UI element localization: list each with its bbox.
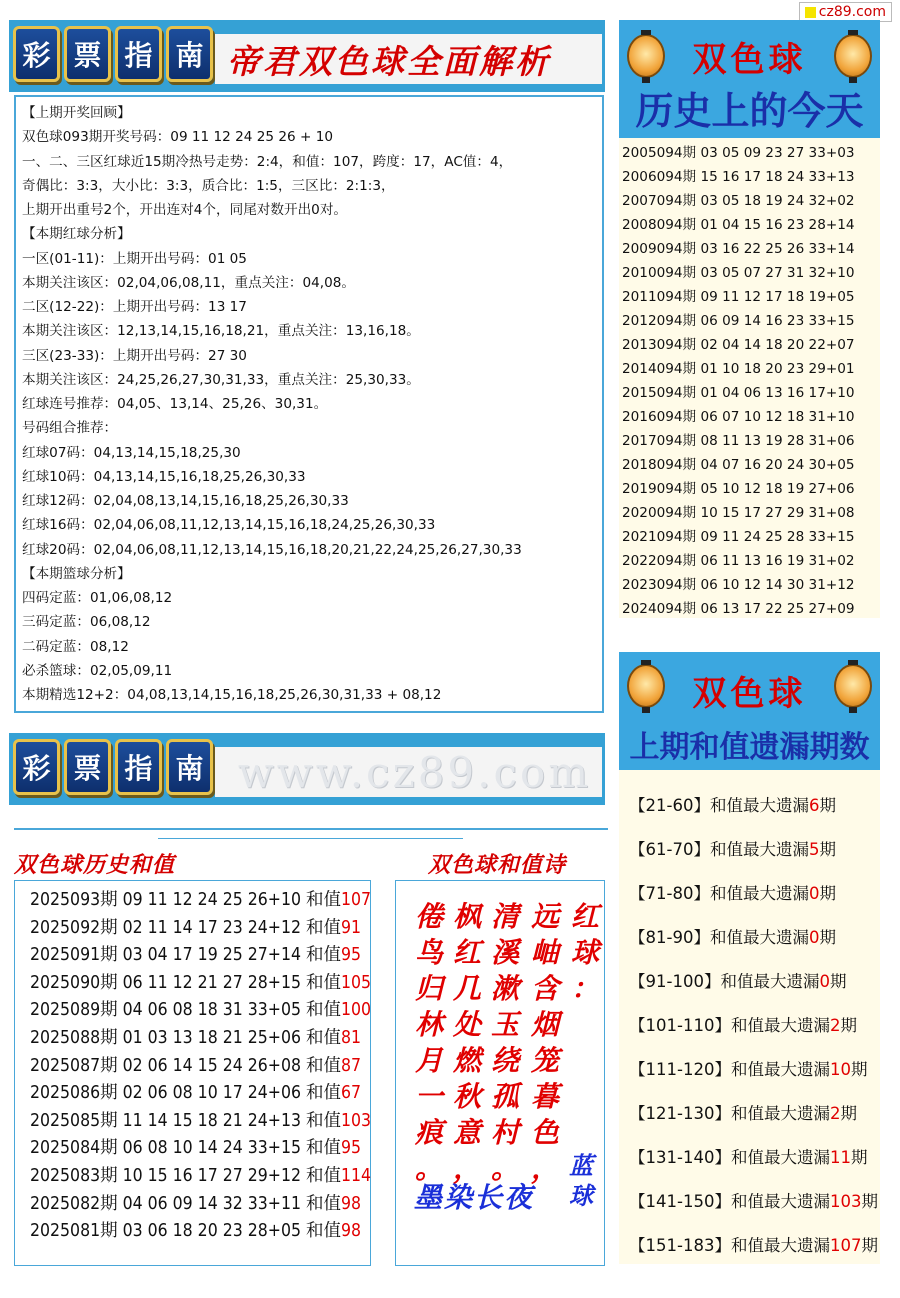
- omission-text: 和值最大遗漏: [720, 972, 820, 991]
- history-row: 2021094期 09 11 24 25 28 33+15: [622, 529, 855, 545]
- analysis-line: 二区(12-22)：上期开出号码：13 17: [22, 299, 247, 315]
- history-row: 2024094期 06 13 17 22 25 27+09: [622, 601, 855, 617]
- site-tag[interactable]: cz89.com: [799, 2, 892, 22]
- omission-text: 和值最大遗漏: [709, 840, 809, 859]
- history-row: 2019094期 05 10 12 18 19 27+06: [622, 481, 855, 497]
- analysis-line: 双色球093期开奖号码：09 11 12 24 25 26 + 10: [22, 129, 334, 146]
- omission-row: [629, 872, 880, 916]
- sum-value: 95: [341, 1138, 362, 1159]
- history-today-panel: [619, 20, 880, 618]
- sum-history-row: [30, 1053, 370, 1081]
- poem-column: 倦 鸟 归 林 月 一 痕 。: [414, 900, 443, 1185]
- sum-value: 87: [341, 1055, 362, 1076]
- omission-unit: 期: [829, 972, 847, 991]
- omission-list: [619, 770, 880, 1268]
- omission-value: 5: [808, 840, 820, 859]
- sum-value: 98: [341, 1221, 362, 1242]
- omission-row: [629, 960, 880, 1004]
- sum-draw: 2025083期 10 15 16 17 27 29+12 和值: [30, 1165, 341, 1186]
- sum-draw: 2025085期 11 14 15 18 21 24+13 和值: [30, 1110, 341, 1131]
- omission-range: 【151-183】: [629, 1236, 731, 1255]
- sum-draw: 2025088期 01 03 13 18 21 25+06 和值: [30, 1027, 341, 1048]
- analysis-line: 必杀篮球：02,05,09,11: [22, 662, 173, 679]
- history-row: 2013094期 02 04 14 18 20 22+07: [622, 337, 855, 353]
- poem-blue-line: 墨染长夜: [414, 1181, 535, 1214]
- analysis-line: 三区(23-33)：上期开出号码：27 30: [22, 347, 247, 364]
- sum-history-row: [30, 1080, 370, 1108]
- omission-text: 和值最大遗漏: [709, 884, 809, 903]
- chip-piao: 票: [64, 739, 111, 795]
- omission-unit: 期: [861, 1236, 878, 1255]
- omission-text: 和值最大遗漏: [730, 1060, 830, 1079]
- history-row: 2017094期 08 11 13 19 28 31+06: [622, 433, 855, 449]
- analysis-line: 【上期开奖回顾】: [22, 105, 131, 121]
- sum-history-box: [14, 880, 371, 1266]
- banner-chips: [13, 26, 213, 82]
- analysis-line: 号码组合推荐：: [22, 420, 118, 437]
- omission-text: 和值最大遗漏: [730, 1192, 830, 1211]
- chip-zhi: 指: [115, 739, 162, 795]
- omission-text: 和值最大遗漏: [730, 1016, 830, 1035]
- analysis-line: 红球12码：02,04,08,13,14,15,16,18,25,26,30,33: [22, 493, 349, 509]
- analysis-line: 【本期篮球分析】: [22, 565, 131, 582]
- chip-nan: 南: [166, 26, 213, 82]
- omission-row: [629, 1092, 880, 1136]
- omission-row: [629, 916, 880, 960]
- banner-chips: [13, 739, 213, 795]
- sum-draw: 2025084期 06 08 10 14 24 33+15 和值: [30, 1138, 341, 1159]
- chip-zhi: 指: [115, 26, 162, 82]
- omission-unit: 期: [819, 884, 836, 903]
- sum-value: 100: [341, 1000, 372, 1021]
- omission-range: 【131-140】: [629, 1148, 731, 1167]
- analysis-line: 本期关注该区：02,04,06,08,11，重点关注：04,08。: [22, 274, 355, 291]
- omission-row: [629, 1048, 880, 1092]
- history-row: 2012094期 06 09 14 16 23 33+15: [622, 313, 855, 329]
- poem-column: 远 岫 含 烟 笼 暮 色 ，: [530, 900, 559, 1185]
- banner-url[interactable]: www.cz89.com: [215, 747, 602, 797]
- banner-title: 帝君双色球全面解析: [215, 34, 602, 84]
- history-today-header: [619, 20, 880, 138]
- omission-value: 10: [829, 1060, 851, 1079]
- omission-value: 2: [829, 1104, 841, 1123]
- sum-history-row: [30, 1108, 370, 1136]
- analysis-line: 红球10码：04,13,14,15,16,18,25,26,30,33: [22, 468, 306, 485]
- analysis-line: 红球20码：02,04,06,08,11,12,13,14,15,16,18,20,21,22,24,25,26,27,30,33: [22, 541, 522, 558]
- analysis-line: 二码定蓝：08,12: [22, 638, 129, 655]
- history-row: 2011094期 09 11 12 17 18 19+05: [622, 289, 855, 305]
- sum-history-row: [30, 1163, 370, 1191]
- poem-column: 红 球 ：: [570, 900, 599, 1005]
- omission-value: 0: [819, 972, 830, 991]
- sum-draw: 2025086期 02 06 08 10 17 24+06 和值: [30, 1083, 341, 1104]
- sum-omission-header: [619, 652, 880, 770]
- poem-box: [395, 880, 605, 1266]
- omission-unit: 期: [850, 1060, 868, 1079]
- history-row: 2023094期 06 10 12 14 30 31+12: [622, 577, 855, 593]
- tag-square-icon: [805, 7, 816, 18]
- history-row: 2018094期 04 07 16 20 24 30+05: [622, 457, 855, 473]
- omission-range: 【81-90】: [629, 928, 710, 947]
- omission-unit: 期: [819, 840, 836, 859]
- sum-value: 98: [341, 1193, 362, 1214]
- sum-history-row: [30, 1218, 370, 1246]
- omission-value: 103: [829, 1192, 862, 1211]
- omission-range: 【101-110】: [629, 1016, 731, 1035]
- sum-draw: 2025081期 03 06 18 20 23 28+05 和值: [30, 1221, 341, 1242]
- top-banner: [9, 20, 605, 92]
- chip-nan: 南: [166, 739, 213, 795]
- omission-unit: 期: [819, 928, 836, 947]
- sum-value: 67: [341, 1083, 362, 1104]
- omission-range: 【141-150】: [629, 1192, 731, 1211]
- history-title2: 历史上的今天: [635, 88, 864, 133]
- analysis-line: 【本期红球分析】: [22, 226, 131, 243]
- history-row: 2014094期 01 10 18 20 23 29+01: [622, 361, 855, 377]
- analysis-line: 红球连号推荐：04,05、13,14、25,26、30,31。: [22, 396, 328, 412]
- analysis-line: 奇偶比：3:3，大小比：3:3，质合比：1:5，三区比：2:1:3，: [22, 177, 395, 194]
- sum-history-row: [30, 970, 370, 998]
- sum-history-title: 双色球历史和值: [14, 852, 176, 878]
- omission-row: [629, 828, 880, 872]
- omission-row: [629, 784, 880, 828]
- omission-range: 【61-70】: [629, 840, 710, 859]
- sum-draw: 2025091期 03 04 17 19 25 27+14 和值: [30, 945, 341, 966]
- section-divider: [14, 828, 608, 830]
- omission-unit: 期: [840, 1016, 857, 1035]
- sum-draw: 2025082期 04 06 09 14 32 33+11 和值: [30, 1193, 341, 1214]
- history-row: 2015094期 01 04 06 13 16 17+10: [622, 385, 855, 401]
- omission-row: [629, 1004, 880, 1048]
- omission-row: [629, 1180, 880, 1224]
- omission-value: 11: [829, 1148, 851, 1167]
- omission-text: 和值最大遗漏: [730, 1104, 830, 1123]
- omission-range: 【91-100】: [629, 972, 721, 991]
- analysis-line: 一区(01-11)：上期开出号码：01 05: [22, 250, 247, 267]
- history-row: 2009094期 03 16 22 25 26 33+14: [622, 241, 855, 257]
- omission-range: 【121-130】: [629, 1104, 731, 1123]
- analysis-line: 本期关注该区：12,13,14,15,16,18,21，重点关注：13,16,18。: [22, 323, 420, 340]
- omission-value: 0: [808, 884, 820, 903]
- analysis-line: 本期关注该区：24,25,26,27,30,31,33，重点关注：25,30,33。: [22, 371, 420, 388]
- omission-title1: 双色球: [692, 674, 807, 714]
- sum-history-row: [30, 915, 370, 943]
- omission-text: 和值最大遗漏: [709, 796, 809, 815]
- omission-unit: 期: [850, 1148, 868, 1167]
- sum-value: 107: [341, 890, 372, 910]
- omission-unit: 期: [819, 796, 836, 815]
- history-row: 2022094期 06 11 13 16 19 31+02: [622, 553, 855, 569]
- poem-column: 清 溪 漱 玉 绕 孤 村 。: [490, 900, 519, 1185]
- history-title1: 双色球: [692, 40, 807, 80]
- history-row: 2008094期 01 04 15 16 23 28+14: [622, 217, 855, 233]
- history-row: 2006094期 15 16 17 18 24 33+13: [622, 169, 855, 185]
- omission-value: 107: [829, 1236, 862, 1255]
- section-divider: [158, 838, 463, 839]
- omission-value: 6: [808, 796, 820, 815]
- omission-range: 【111-120】: [629, 1060, 731, 1079]
- sum-history-row: [30, 997, 370, 1025]
- poem-title: 双色球和值诗: [428, 852, 567, 878]
- sum-value: 105: [341, 972, 372, 993]
- history-row: 2020094期 10 15 17 27 29 31+08: [622, 505, 855, 521]
- bottom-banner: [9, 733, 605, 805]
- sum-draw: 2025092期 02 11 14 17 23 24+12 和值: [30, 917, 341, 938]
- sum-history-row: [30, 1191, 370, 1219]
- sum-value: 103: [341, 1110, 372, 1131]
- analysis-line: 一、二、三区红球近15期冷热号走势：2:4，和值：107，跨度：17，AC值：4，: [22, 153, 513, 170]
- omission-unit: 期: [861, 1192, 878, 1211]
- omission-title2: 上期和值遗漏期数: [629, 730, 870, 765]
- sum-value: 95: [341, 945, 362, 966]
- omission-value: 0: [808, 928, 820, 947]
- sum-value: 114: [341, 1165, 372, 1186]
- omission-text: 和值最大遗漏: [730, 1236, 830, 1255]
- chip-cai: 彩: [13, 739, 60, 795]
- omission-text: 和值最大遗漏: [730, 1148, 830, 1167]
- analysis-line: 三码定蓝：06,08,12: [22, 614, 151, 631]
- analysis-line: 本期精选12+2：04,08,13,14,15,16,18,25,26,30,31,33 + 08,12: [22, 687, 442, 703]
- history-list: [619, 138, 880, 621]
- history-row: 2007094期 03 05 18 19 24 32+02: [622, 193, 855, 209]
- sum-value: 81: [341, 1027, 362, 1048]
- chip-piao: 票: [64, 26, 111, 82]
- analysis-line: 红球16码：02,04,06,08,11,12,13,14,15,16,18,24,25,26,30,33: [22, 517, 436, 534]
- chip-cai: 彩: [13, 26, 60, 82]
- sum-draw: 2025093期 09 11 12 24 25 26+10 和值: [30, 890, 341, 910]
- poem-column: 枫 红 几 处 燃 秋 意 ，: [452, 900, 481, 1185]
- history-row: 2010094期 03 05 07 27 31 32+10: [622, 265, 855, 281]
- omission-row: [629, 1136, 880, 1180]
- omission-range: 【21-60】: [629, 796, 710, 815]
- omission-unit: 期: [840, 1104, 857, 1123]
- sum-draw: 2025090期 06 11 12 21 27 28+15 和值: [30, 972, 341, 993]
- sum-draw: 2025087期 02 06 14 15 24 26+08 和值: [30, 1055, 341, 1076]
- sum-omission-panel: [619, 652, 880, 1264]
- analysis-line: 红球07码：04,13,14,15,18,25,30: [22, 444, 241, 461]
- omission-row: [629, 1224, 880, 1268]
- sum-history-row: [30, 1135, 370, 1163]
- omission-range: 【71-80】: [629, 884, 710, 903]
- sum-history-row: [30, 1025, 370, 1053]
- omission-value: 2: [829, 1016, 841, 1035]
- sum-value: 91: [341, 917, 362, 938]
- analysis-line: 上期开出重号2个，开出连对4个，同尾对数开出0对。: [22, 202, 348, 218]
- history-row: 2016094期 06 07 10 12 18 31+10: [622, 409, 855, 425]
- sum-history-row: [30, 887, 370, 915]
- poem-blue-label: 蓝 球: [569, 1151, 593, 1210]
- sum-draw: 2025089期 04 06 08 18 31 33+05 和值: [30, 1000, 341, 1021]
- omission-text: 和值最大遗漏: [709, 928, 809, 947]
- analysis-box: [14, 95, 604, 713]
- sum-history-row: [30, 942, 370, 970]
- analysis-line: 四码定蓝：01,06,08,12: [22, 590, 173, 606]
- history-row: 2005094期 03 05 09 23 27 33+03: [622, 145, 855, 161]
